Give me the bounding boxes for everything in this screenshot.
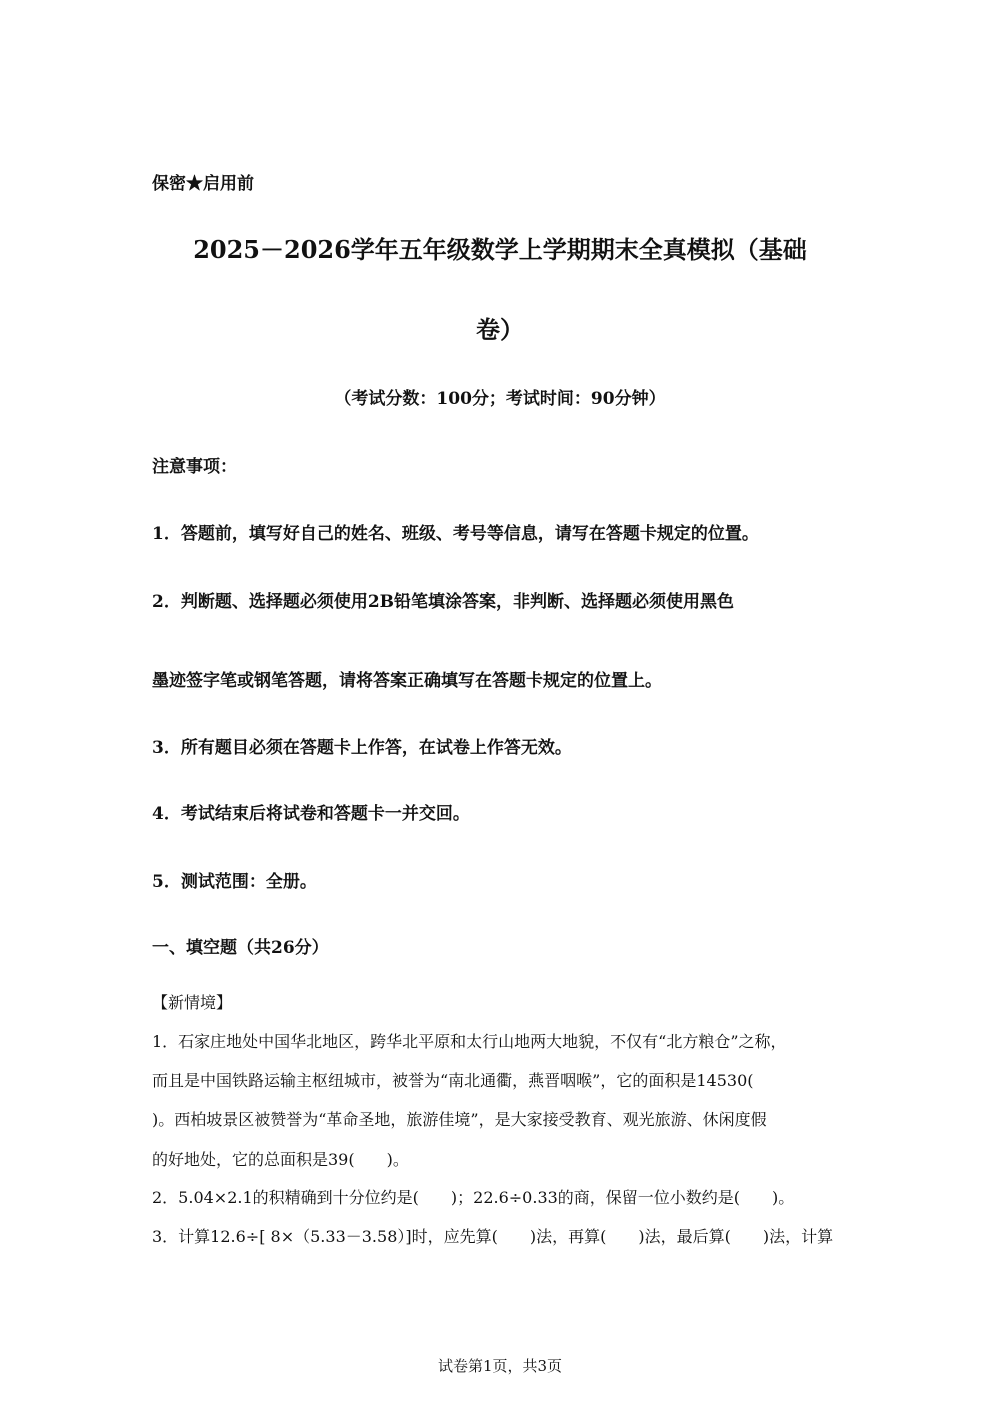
exam-title-line1: 2025－2026学年五年级数学上学期期末全真模拟（基础 [193, 235, 807, 264]
page-footer: 试卷第1页，共3页 [437, 1357, 563, 1375]
notice-item-2-line2: 墨迹签字笔或钢笔答题，请将答案正确填写在答题卡规定的位置上。 [152, 671, 662, 691]
exam-info: （考试分数：100分；考试时间：90分钟） [334, 389, 666, 409]
confidential-label: 保密★启用前 [152, 174, 254, 194]
question-1-line2: 而且是中国铁路运输主枢纽城市，被誉为“南北通衢，燕晋咽喉”，它的面积是14530( [152, 1071, 754, 1090]
question-1-line4: 的好地处，它的总面积是39( )。 [152, 1150, 409, 1169]
notice-heading: 注意事项： [152, 457, 237, 477]
notice-item-2-line1: 2．判断题、选择题必须使用2B铅笔填涂答案，非判断、选择题必须使用黑色 [152, 592, 735, 612]
notice-item-4: 4．考试结束后将试卷和答题卡一并交回。 [152, 804, 470, 824]
notice-item-3: 3．所有题目必须在答题卡上作答，在试卷上作答无效。 [152, 738, 572, 758]
new-context-tag: 【新情境】 [152, 993, 233, 1012]
section-heading: 一、填空题（共26分） [152, 938, 329, 958]
exam-title-line2: 卷） [476, 315, 524, 344]
question-2: 2．5.04×2.1的积精确到十分位约是( )；22.6÷0.33的商，保留一位小数约是( )。 [152, 1188, 795, 1207]
question-3: 3．计算12.6÷[ 8×（5.33－3.58）]时，应先算( )法，再算( )法，最后算( )法，计算 [152, 1227, 834, 1246]
notice-item-5: 5．测试范围：全册。 [152, 872, 317, 892]
question-1-line1: 1．石家庄地处中国华北地区，跨华北平原和太行山地两大地貌，不仅有“北方粮仓”之称， [152, 1032, 787, 1051]
question-1-line3: )。西柏坡景区被赞誉为“革命圣地，旅游佳境”，是大家接受教育、观光旅游、休闲度假 [152, 1110, 767, 1129]
notice-item-1: 1．答题前，填写好自己的姓名、班级、考号等信息，请写在答题卡规定的位置。 [152, 524, 759, 544]
